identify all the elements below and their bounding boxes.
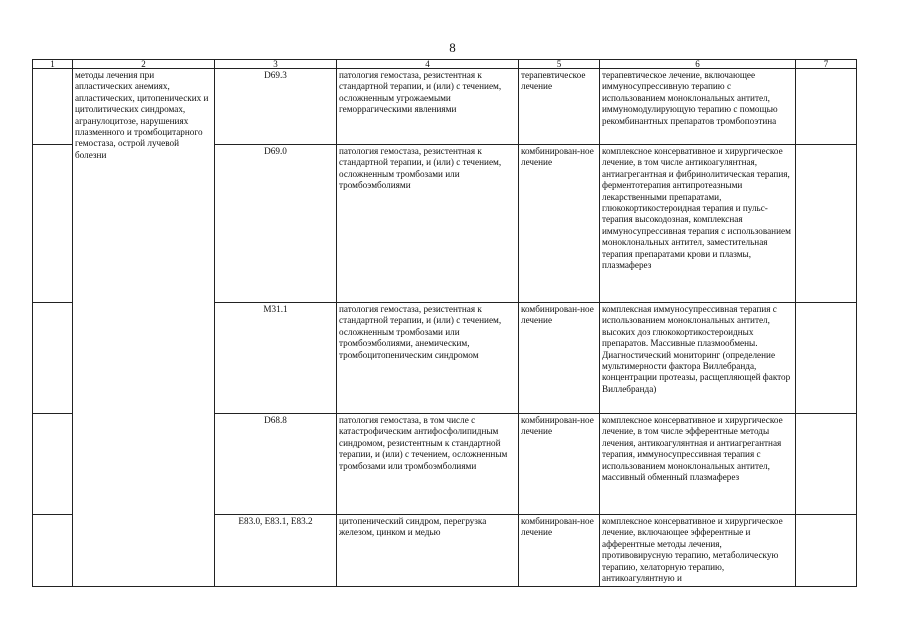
treatment-type-cell: комбинирован-ное лечение [519, 145, 600, 303]
diagnosis-code-cell: M31.1 [215, 303, 337, 414]
column-header-6: 6 [600, 60, 796, 69]
group-description-cell: методы лечения при апластических анемиях, апластических, цитопенических и цитолитических синдромах, агранулоцитозе, нарушениях плазменного и тромбоцитарного гемостаза, острой лучевой болезни [73, 69, 215, 587]
diagnosis-code-cell: D68.8 [215, 414, 337, 515]
column-header-7: 7 [796, 60, 857, 69]
document-table [32, 59, 857, 587]
treatment-type-cell: комбинирован-ное лечение [519, 303, 600, 414]
method-cell: комплексное консервативное и хирургическое лечение, в том числе антикоагулянтная, антиагрегантная и фибринолитическая терапия, ферментотерапия антипротеазными лекарственными препаратами, глюкокортикостероидная терапия и пульс-терапия высокодозная, комплексная иммуносупрессивная терапия с использованием моноклональных антител, заместительная терапия препаратами крови и плазмы, плазмаферез [600, 145, 796, 303]
row-number-cell [33, 303, 73, 414]
diagnosis-code-cell: E83.0, E83.1, E83.2 [215, 515, 337, 587]
condition-cell: патология гемостаза, резистентная к стандартной терапии, и (или) с течением, осложненным тромбозами или тромбоэмболиями, анемическим, тромбоцитопеническим синдромом [337, 303, 519, 414]
note-cell [796, 515, 857, 587]
treatment-type-cell: комбинирован-ное лечение [519, 515, 600, 587]
column-header-1: 1 [33, 60, 73, 69]
method-cell: комплексная иммуносупрессивная терапия с использованием моноклональных антител, высоких доз глюкокортикостероидных препаратов. Массивные плазмообмены. Диагностический мониторинг (определение мультимерности фактора Виллебранда, концентрации протеазы, расщепляющей фактор Виллебранда) [600, 303, 796, 414]
note-cell [796, 303, 857, 414]
page-number: 8 [449, 40, 456, 55]
column-header-4: 4 [337, 60, 519, 69]
method-cell: терапевтическое лечение, включающее иммуносупрессивную терапию с использованием моноклональных антител, иммуномодулирующую терапию с помощью рекомбинантных препаратов тромбопоэтина [600, 69, 796, 145]
row-number-cell [33, 69, 73, 145]
column-header-5: 5 [519, 60, 600, 69]
column-header-2: 2 [73, 60, 215, 69]
condition-cell: цитопенический синдром, перегрузка железом, цинком и медью [337, 515, 519, 587]
column-header-3: 3 [215, 60, 337, 69]
condition-cell: патология гемостаза, резистентная к стандартной терапии, и (или) с течением, осложненным угрожаемыми геморрагическими явлениями [337, 69, 519, 145]
column-number-row [33, 60, 857, 69]
treatment-type-cell: комбинирован-ное лечение [519, 414, 600, 515]
table-row [33, 69, 857, 145]
treatment-type-cell: терапевтическое лечение [519, 69, 600, 145]
row-number-cell [33, 515, 73, 587]
condition-cell: патология гемостаза, в том числе с катастрофическим антифосфолипидным синдромом, резистентным к стандартной терапии, и (или) с течением, осложненным тромбозами или тромбоэмболиями [337, 414, 519, 515]
row-number-cell [33, 145, 73, 303]
method-cell: комплексное консервативное и хирургическое лечение, в том числе эфферентные методы лечения, антикоагулянтная и антиагрегантная терапия, иммуносупрессивная терапия с использованием моноклональных антител, массивный обменный плазмаферез [600, 414, 796, 515]
diagnosis-code-cell: D69.0 [215, 145, 337, 303]
note-cell [796, 69, 857, 145]
row-number-cell [33, 414, 73, 515]
condition-cell: патология гемостаза, резистентная к стандартной терапии, и (или) с течением, осложненным тромбозами или тромбоэмболиями [337, 145, 519, 303]
diagnosis-code-cell: D69.3 [215, 69, 337, 145]
method-cell: комплексное консервативное и хирургическое лечение, включающее эфферентные и афферентные методы лечения, противовирусную терапию, метаболическую терапию, хелаторную терапию, антикоагулянтную и [600, 515, 796, 587]
note-cell [796, 145, 857, 303]
note-cell [796, 414, 857, 515]
